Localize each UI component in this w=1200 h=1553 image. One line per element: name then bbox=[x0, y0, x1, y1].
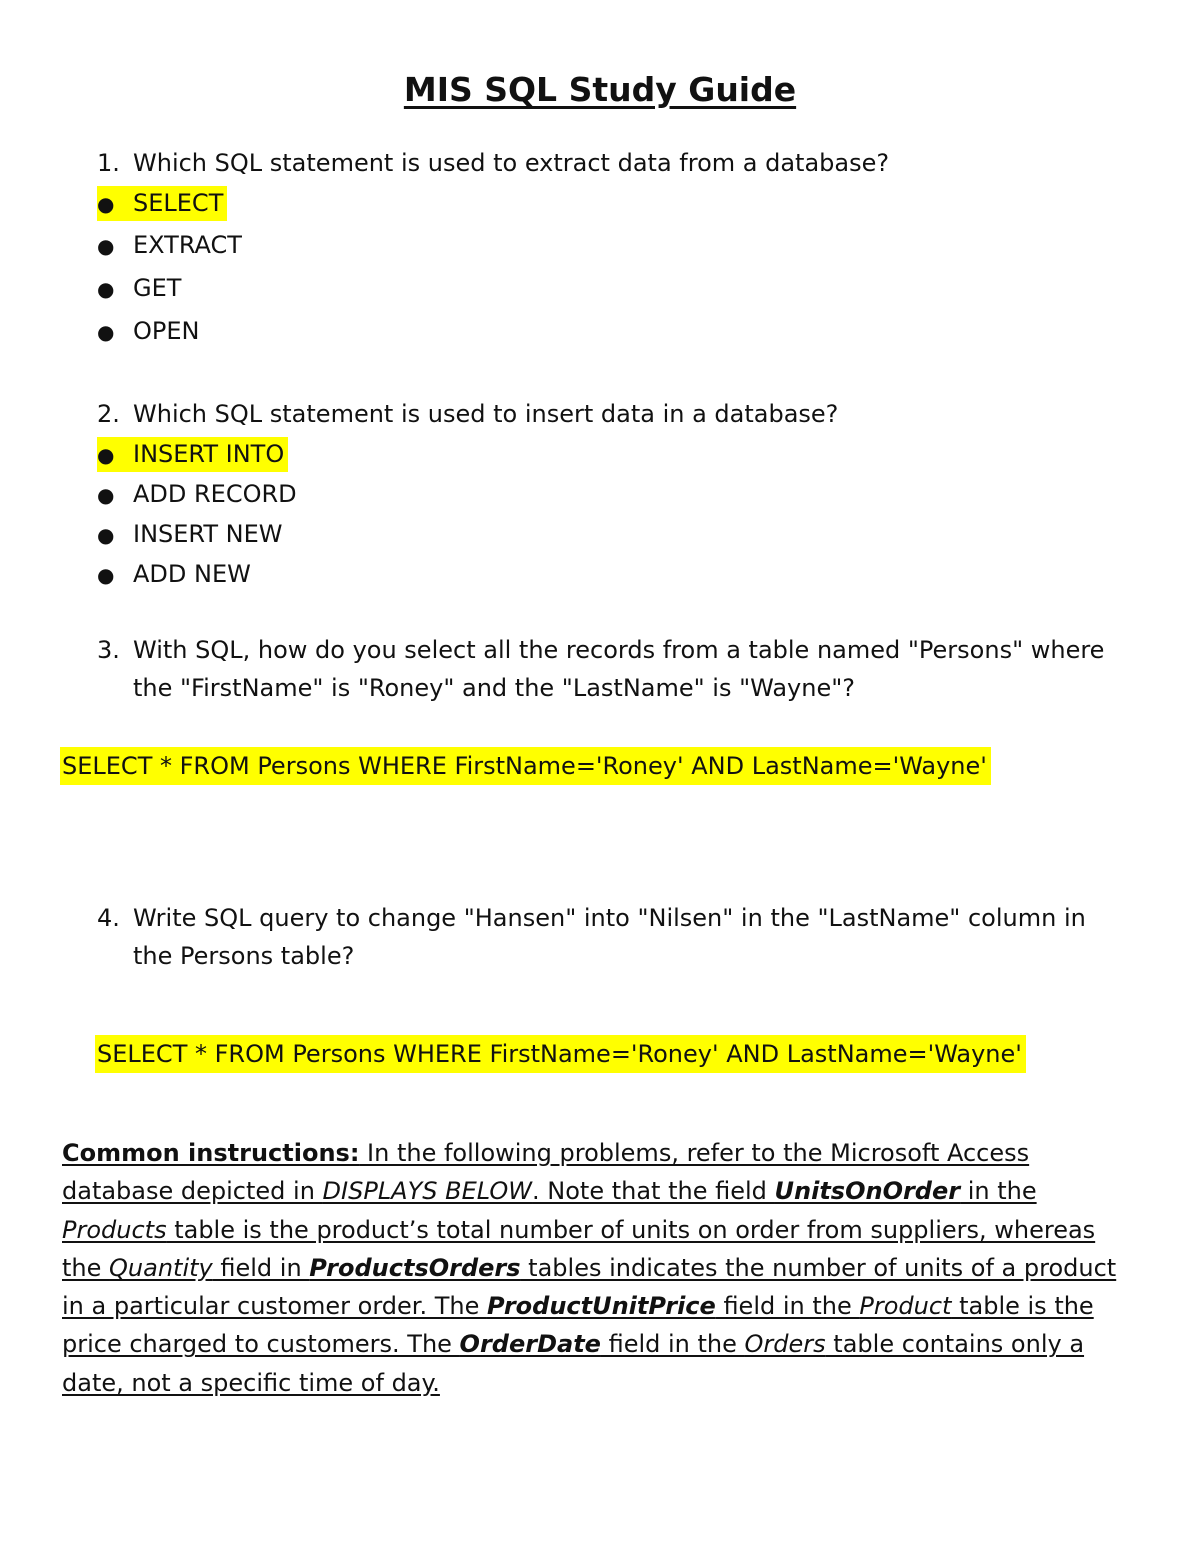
question-number: 4. bbox=[97, 904, 120, 932]
instructions-text: table contains only a date, not a specific time of day. bbox=[62, 1330, 1085, 1397]
option bbox=[97, 271, 181, 306]
question-text: With SQL, how do you select all the records from a table named "Persons" where the "FirstName" is "Roney" and the "LastName" is "Wayne"? bbox=[133, 636, 1105, 702]
field-name: OrderDate bbox=[459, 1330, 601, 1359]
page-title: MIS SQL Study Guide bbox=[403, 70, 797, 109]
bullet-icon: ● bbox=[97, 523, 115, 547]
question-text: Which SQL statement is used to insert data in a database? bbox=[133, 400, 839, 428]
option-label: GET bbox=[133, 274, 182, 302]
question-4 bbox=[97, 899, 1127, 975]
instructions-text: . Note that the field bbox=[532, 1177, 775, 1206]
option-label: ADD RECORD bbox=[133, 480, 297, 508]
option bbox=[97, 517, 283, 552]
option bbox=[97, 314, 199, 349]
question-1 bbox=[97, 144, 1127, 182]
field-name: UnitsOnOrder bbox=[774, 1177, 961, 1206]
bullet-icon: ● bbox=[97, 192, 115, 216]
question-text: Write SQL query to change "Hansen" into "Nilsen" in the "LastName" column in the Persons table? bbox=[133, 904, 1086, 970]
table-name: Products bbox=[62, 1215, 167, 1244]
bullet-icon: ● bbox=[97, 563, 115, 587]
option bbox=[97, 477, 297, 512]
option-label: SELECT bbox=[133, 189, 224, 217]
instructions-text: table is the price charged to customers. The bbox=[62, 1292, 1094, 1359]
option-correct bbox=[97, 437, 288, 472]
instructions-text: tables indicates the number of units of a product in a particular customer order. The bbox=[62, 1253, 1117, 1321]
common-instructions bbox=[62, 1134, 1122, 1402]
question-number: 3. bbox=[97, 636, 120, 664]
option bbox=[97, 228, 242, 263]
instructions-text: in the bbox=[960, 1177, 1037, 1206]
option-label: INSERT INTO bbox=[133, 440, 285, 468]
instructions-text: field in the bbox=[715, 1292, 860, 1321]
question-2 bbox=[97, 395, 1127, 433]
bullet-icon: ● bbox=[97, 443, 115, 467]
instructions-text: In the following problems, refer to the Microsoft Access database depicted in bbox=[62, 1139, 1030, 1206]
answer-4: SELECT * FROM Persons WHERE FirstName='Roney' AND LastName='Wayne' bbox=[95, 1035, 1026, 1073]
bullet-icon: ● bbox=[97, 483, 115, 507]
question-3 bbox=[97, 631, 1127, 707]
option bbox=[97, 557, 251, 592]
instructions-text: table is the product’s total number of units on order from suppliers, whereas the bbox=[62, 1215, 1096, 1282]
question-number: 1. bbox=[97, 149, 120, 177]
table-name: Product bbox=[859, 1292, 952, 1321]
bullet-icon: ● bbox=[97, 320, 115, 344]
instructions-label: Common instructions: bbox=[62, 1139, 360, 1167]
instructions-emphasis: DISPLAYS BELOW bbox=[322, 1177, 533, 1206]
instructions-text: field in bbox=[212, 1253, 310, 1282]
table-name: Orders bbox=[744, 1330, 826, 1359]
bullet-icon: ● bbox=[97, 234, 115, 258]
instructions-text: field in the bbox=[600, 1330, 745, 1359]
option-label: ADD NEW bbox=[133, 560, 251, 588]
option-label: INSERT NEW bbox=[133, 520, 283, 548]
question-text: Which SQL statement is used to extract data from a database? bbox=[133, 149, 890, 177]
option-correct bbox=[97, 186, 227, 221]
answer-3: SELECT * FROM Persons WHERE FirstName='Roney' AND LastName='Wayne' bbox=[60, 747, 991, 785]
question-number: 2. bbox=[97, 400, 120, 428]
bullet-icon: ● bbox=[97, 277, 115, 301]
table-name: ProductsOrders bbox=[309, 1253, 521, 1282]
field-name: ProductUnitPrice bbox=[486, 1292, 716, 1321]
field-name: Quantity bbox=[109, 1253, 213, 1282]
option-label: OPEN bbox=[133, 317, 200, 345]
option-label: EXTRACT bbox=[133, 231, 242, 259]
